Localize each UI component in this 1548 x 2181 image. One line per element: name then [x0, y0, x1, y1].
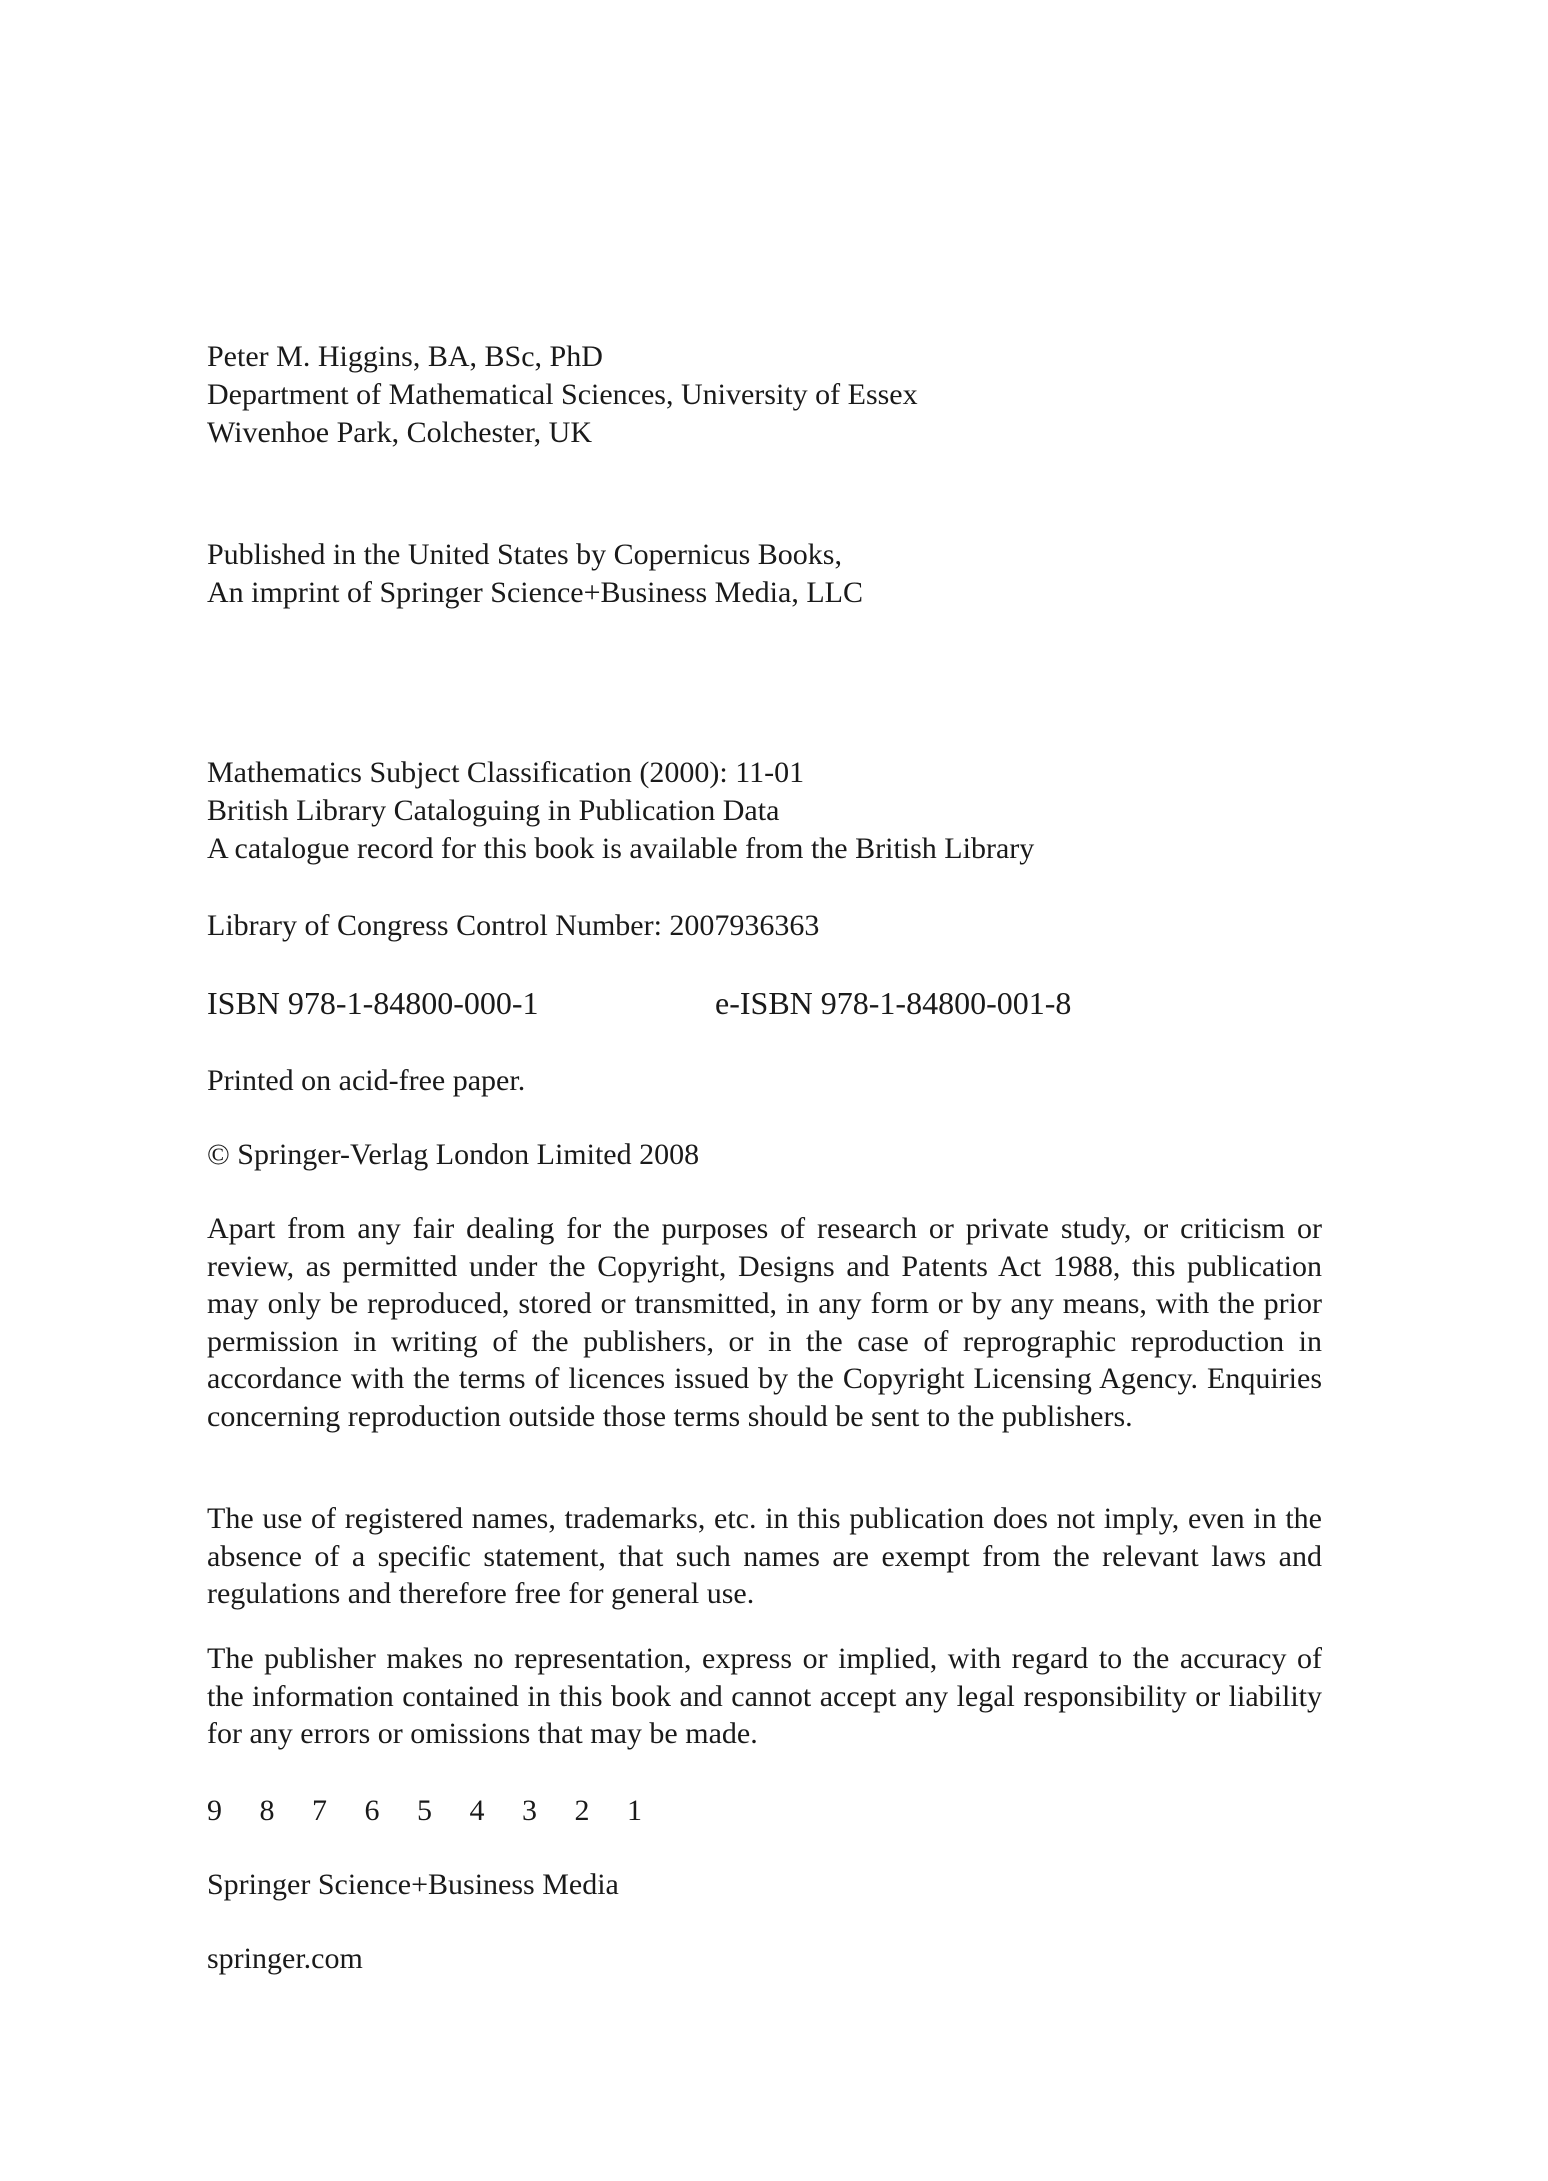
paper-note-block [207, 1062, 1322, 1100]
copyright-notice: © Springer-Verlag London Limited 2008 [207, 1138, 700, 1171]
cataloguing-block [207, 754, 1322, 868]
legal-text-1: Apart from any fair dealing for the purposes of research or private study, or criticism or review, as permitted under the Copyright, Designs and Patents Act 1988, this publication may only be reproduced, stored or transmitted, in any form or by any means, with the prior permission in writing of the publishers, or in the case of reprographic reproduction in accordance with the terms of licences issued by the Copyright Licensing Agency. Enquiries concerning reproduction outside those terms should be sent to the publishers. [207, 1212, 1322, 1433]
author-block [207, 338, 1322, 452]
paper-note: Printed on acid-free paper. [207, 1064, 526, 1097]
legal-text-2: The use of registered names, trademarks, etc. in this publication does not imply, even in the absence of a specific statement, that such names are exempt from the relevant laws and regulations and therefore free for general use. [207, 1502, 1322, 1611]
bl-cataloguing-data: British Library Cataloguing in Publication Data [207, 794, 780, 827]
msc-classification: Mathematics Subject Classification (2000): 11-01 [207, 756, 805, 789]
footer-website: springer.com [207, 1942, 363, 1975]
publisher-info-block [207, 536, 1322, 612]
copyright-block [207, 1136, 1322, 1174]
print-line-block [207, 1792, 1322, 1830]
isbn-row [207, 983, 1322, 1023]
isbn-print: ISBN 978-1-84800-000-1 [207, 985, 539, 1021]
legal-text-3: The publisher makes no representation, express or implied, with regard to the accuracy of the information contained in this book and cannot accept any legal responsibility or liability for any errors or omissions that may be made. [207, 1642, 1322, 1751]
legal-paragraph-1 [207, 1210, 1322, 1436]
footer-company: Springer Science+Business Media [207, 1868, 619, 1901]
bl-catalogue-record: A catalogue record for this book is available from the British Library [207, 832, 1035, 865]
footer-company-block [207, 1866, 1322, 1904]
legal-paragraph-3 [207, 1640, 1322, 1753]
author-department: Department of Mathematical Sciences, University of Essex [207, 378, 918, 411]
publisher-line-1: Published in the United States by Copernicus Books, [207, 538, 842, 571]
author-name: Peter M. Higgins, BA, BSc, PhD [207, 340, 603, 373]
print-line: 9 8 7 6 5 4 3 2 1 [207, 1794, 657, 1827]
author-location: Wivenhoe Park, Colchester, UK [207, 416, 592, 449]
loc-control-number: Library of Congress Control Number: 2007936363 [207, 909, 820, 942]
legal-paragraph-2 [207, 1500, 1322, 1613]
publisher-line-2: An imprint of Springer Science+Business Media, LLC [207, 576, 863, 609]
isbn-electronic: e-ISBN 978-1-84800-001-8 [715, 985, 1072, 1021]
loc-block [207, 907, 1322, 945]
footer-website-block [207, 1940, 1322, 1978]
